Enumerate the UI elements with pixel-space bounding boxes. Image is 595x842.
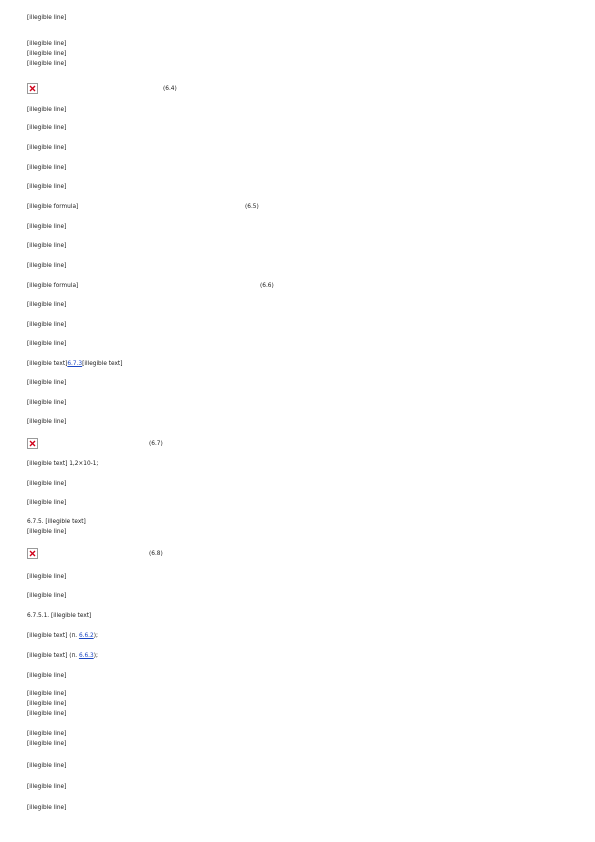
paragraph: [illegible line] (27, 165, 67, 171)
paragraph (27, 652, 572, 662)
paragraph: [illegible line] (27, 302, 67, 308)
paragraph: [illegible line] (27, 691, 67, 697)
paragraph: [illegible line] (27, 529, 67, 535)
paragraph-text: [illegible text] (27, 461, 68, 467)
equation-number: (6.5) (245, 204, 259, 210)
paragraph: [illegible line] (27, 184, 67, 190)
section-link[interactable]: 6.7.3 (67, 361, 83, 367)
paragraph: [illegible line] (27, 593, 67, 599)
paragraph: [illegible line] (27, 805, 67, 811)
broken-image-icon (27, 83, 38, 94)
paragraph: 6.7.5.1. [illegible text] (27, 613, 92, 619)
section-link[interactable]: 6.6.2 (78, 633, 94, 639)
equation-number: (6.4) (163, 86, 177, 92)
paragraph: 6.7.5. [illegible text] (27, 519, 86, 525)
paragraph-text: [illegible text] (27, 361, 68, 367)
paragraph-text: ); (93, 633, 98, 639)
paragraph: [illegible line] (27, 400, 67, 406)
paragraph-text: 1,2×10-1; (69, 461, 99, 467)
paragraph-text: [illegible text] (п. (27, 653, 79, 659)
paragraph: [illegible line] (27, 263, 67, 269)
paragraph: [illegible line] (27, 51, 67, 57)
paragraph: [illegible line] (27, 574, 67, 580)
paragraph: [illegible line] (27, 243, 67, 249)
broken-image-icon (27, 548, 38, 559)
paragraph: [illegible line] (27, 741, 67, 747)
paragraph (27, 632, 572, 642)
section-link[interactable]: 6.6.3 (78, 653, 94, 659)
formula-text: [illegible formula] (27, 283, 79, 289)
paragraph: [illegible line] (27, 145, 67, 151)
paragraph: [illegible line] (27, 784, 67, 790)
formula-row (27, 201, 572, 215)
formula-row (27, 548, 572, 562)
paragraph-text: [illegible text] (п. (27, 633, 79, 639)
paragraph: [illegible line] (27, 61, 67, 67)
paragraph: [illegible line] (27, 673, 67, 679)
paragraph: [illegible line] (27, 419, 67, 425)
paragraph: [illegible line] (27, 500, 67, 506)
broken-image-icon (27, 438, 38, 449)
paragraph (27, 460, 572, 470)
equation-number: (6.8) (149, 551, 163, 557)
formula-row (27, 83, 572, 97)
paragraph: [illegible line] (27, 107, 67, 113)
paragraph: [illegible line] (27, 224, 67, 230)
paragraph: [illegible line] (27, 41, 67, 47)
paragraph: [illegible line] (27, 125, 67, 131)
paragraph-text: ); (93, 653, 98, 659)
paragraph: [illegible line] (27, 341, 67, 347)
paragraph: [illegible line] (27, 731, 67, 737)
paragraph: [illegible line] (27, 763, 67, 769)
formula-row (27, 280, 572, 294)
paragraph: [illegible line] (27, 481, 67, 487)
paragraph: [illegible line] (27, 15, 67, 21)
paragraph (27, 360, 572, 370)
paragraph: [illegible line] (27, 711, 67, 717)
paragraph: [illegible line] (27, 380, 67, 386)
formula-text: [illegible formula] (27, 204, 79, 210)
equation-number: (6.6) (260, 283, 274, 289)
paragraph: [illegible line] (27, 322, 67, 328)
equation-number: (6.7) (149, 441, 163, 447)
formula-row (27, 438, 572, 452)
paragraph: [illegible line] (27, 701, 67, 707)
paragraph-text: [illegible text] (82, 361, 123, 367)
